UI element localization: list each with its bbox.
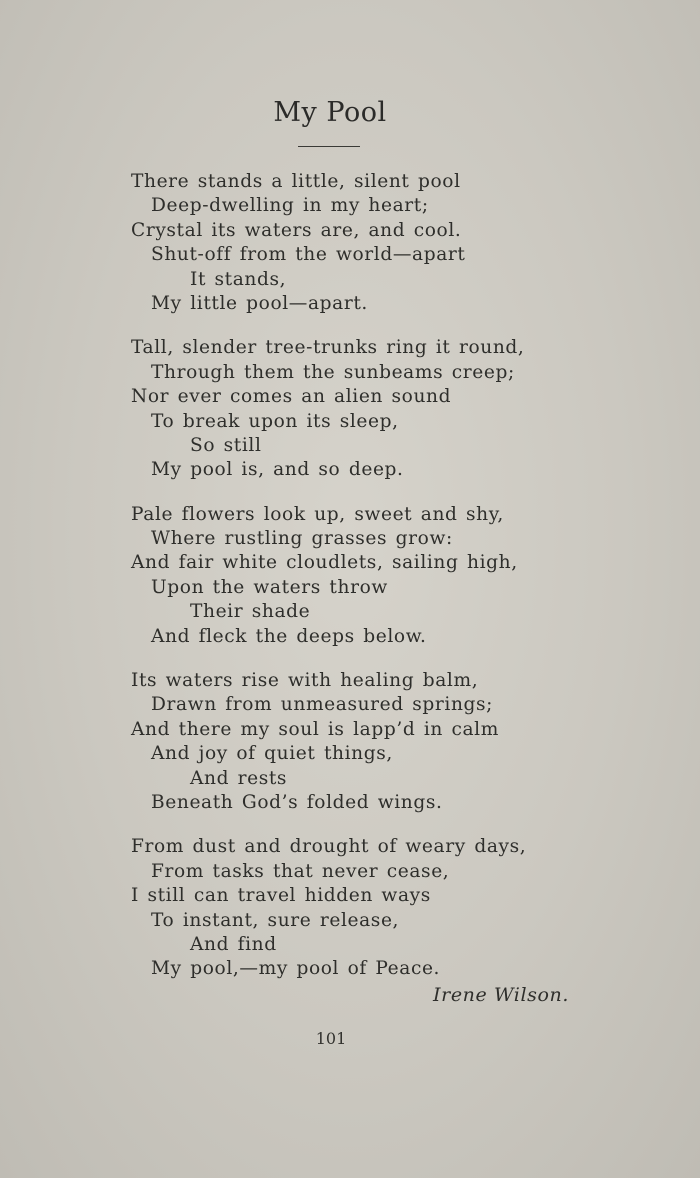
stanza: [131, 170, 611, 316]
poem-line: Drawn from unmeasured springs;: [151, 694, 494, 716]
poem-line: And there my soul is lapp’d in calm: [131, 718, 499, 740]
poem-line: So still: [190, 434, 262, 456]
stanza: [131, 669, 611, 815]
stanza: [131, 835, 611, 981]
poem-line: Its waters rise with healing balm,: [131, 670, 479, 692]
poem-line: There stands a little, silent pool: [131, 171, 461, 192]
poem-line: Tall, slender tree-trunks ring it round,: [131, 337, 525, 359]
poem-line: Pale flowers look up, sweet and shy,: [131, 503, 504, 525]
poem-line: Their shade: [190, 601, 311, 623]
poem-line: My pool,—my pool of Peace.: [151, 958, 441, 980]
poem-line: And find: [190, 933, 277, 955]
title-divider: [298, 146, 360, 147]
stanza: [131, 503, 611, 649]
poem-line: To instant, sure release,: [151, 909, 400, 931]
poem-line: And rests: [190, 767, 288, 789]
poem-line: And fair white cloudlets, sailing high,: [131, 552, 518, 574]
poem-line: My pool is, and so deep.: [151, 459, 404, 481]
poem-line: Upon the waters throw: [151, 576, 388, 598]
poem-line: Beneath God’s folded wings.: [151, 791, 443, 813]
poem-line: Deep-dwelling in my heart;: [151, 195, 429, 217]
poem-line: Through them the sunbeams creep;: [151, 361, 515, 383]
poem-author: Irene Wilson.: [433, 984, 569, 1006]
poem-line: Where rustling grasses grow:: [151, 528, 453, 550]
page-number: 101: [315, 1029, 347, 1048]
poem-body: [131, 170, 611, 1002]
poem-line: From dust and drought of weary days,: [131, 836, 527, 858]
poem-line: Nor ever comes an alien sound: [131, 386, 452, 408]
poem-title: My Pool: [273, 97, 387, 128]
poem-line: From tasks that never cease,: [151, 860, 450, 882]
poem-line: My little pool—apart.: [151, 292, 368, 314]
poem-line: Shut-off from the world—apart: [151, 244, 466, 266]
poem-line: And fleck the deeps below.: [151, 625, 427, 647]
poem-line: It stands,: [190, 268, 287, 290]
poem-line: I still can travel hidden ways: [131, 885, 431, 907]
stanza: [131, 336, 611, 482]
poem-line: Crystal its waters are, and cool.: [131, 219, 462, 241]
poem-line: To break upon its sleep,: [151, 410, 399, 432]
poem-line: And joy of quiet things,: [151, 743, 393, 765]
